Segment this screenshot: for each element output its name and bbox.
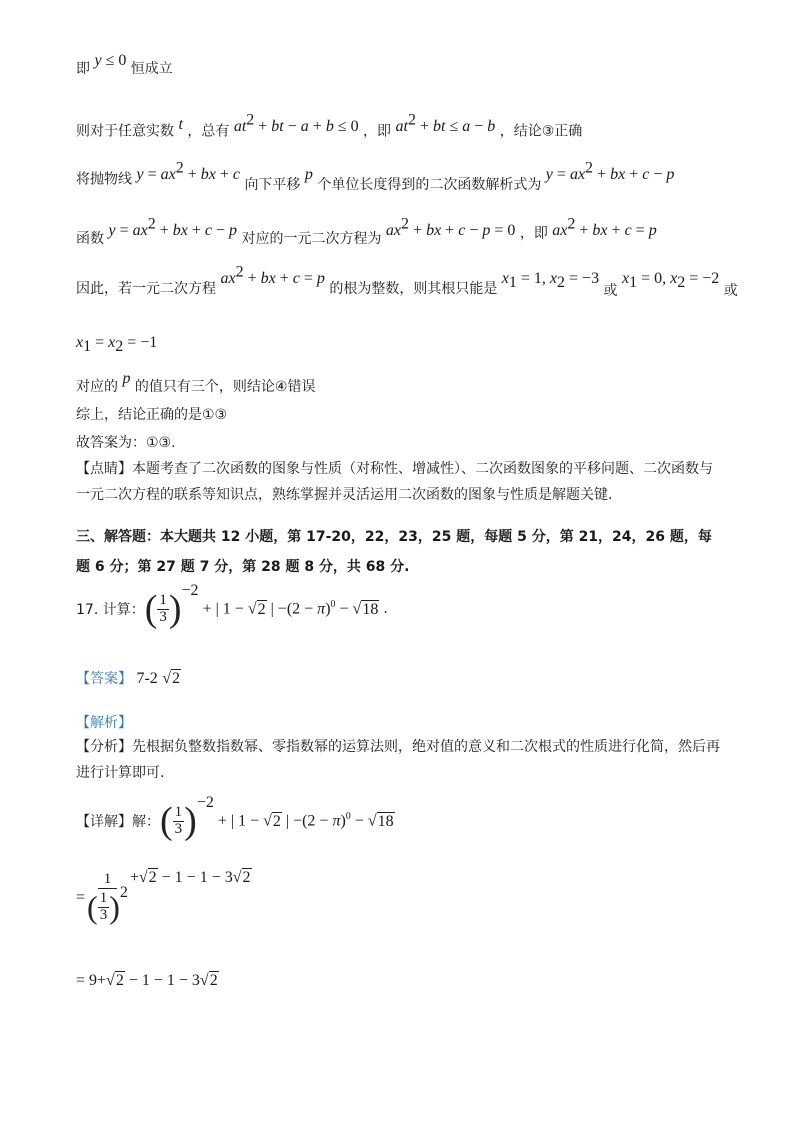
math-step-1-rest: +√2 − 1 − 1 − 3√2 [129,868,251,886]
text: 对应的一元二次方程为 [241,231,382,248]
text: 或 [723,283,738,300]
detail-tag: 【详解】 [76,814,132,830]
text-line-4 [76,216,657,248]
text: 个单位长度得到的二次函数解析式为 [317,177,542,194]
question-17: 17. 计算： ( $\frac{1}{3}$ ) $^{-2}$ + | 1 − √2 | $-(2 - \pi)^0 - √18$ . [76,582,388,630]
section-heading-line: 三、解答题：本大题共 12 小题，第 17-20，22，23，25 题，每题 5 分，第 21，24，26 题，每 [76,529,712,545]
fenxi-text: 先根据负整数指数幂、零指数幂的运算法则，绝对值的意义和二次根式的性质进行化简，然后再 [132,739,720,755]
comment-paragraph [76,456,726,508]
math-inequality-1: $at^2$ + bt − a + b ≤ 0 [233,112,359,136]
math-p: p [304,166,313,184]
math-roots-1: $x_1 = 1$, $x_2 = -3$ [501,270,600,292]
math-equation-3: $ax^2$ + bx + c = p [220,264,325,288]
text-line-3 [76,160,675,194]
math-equation-1: $ax^2$ + bx + c − p = 0 [385,216,516,240]
text: 向下平移 [244,177,301,194]
text-line-5 [76,264,738,300]
math-parabola: $y = ax^2$ + bx + c [136,160,240,184]
math-reciprocal: 1 ( $\frac{1}{3}$ ) $^2$ [87,871,128,925]
text: 的根为整数，则其根只能是 [329,281,498,298]
math-roots-3: $x_1 = x_2 = -1$ [76,334,158,356]
math-inequality-2: $at^2$ + bt ≤ a − b [395,112,496,136]
math-y-le-0: y ≤ 0 [94,52,127,69]
text: 将抛物线 [76,171,132,188]
text: ，即 [519,225,548,242]
text-line-6 [76,334,157,356]
math-p: p [122,370,131,387]
text: 函数 [76,231,104,248]
answer-tag: 【答案】 [76,671,132,687]
text: ，结论③正确 [499,123,583,140]
answer-value: 7-2 [136,670,158,687]
text: 因此，若一元二次方程 [76,281,216,298]
math-t: t [178,116,183,134]
text: 恒成立 [130,61,173,77]
section-heading [76,522,726,582]
text: ，即 [363,123,392,140]
detail-line [76,794,395,842]
fenxi-paragraph [76,734,726,786]
comment-text: 本题考查了二次函数的图象与性质（对称性、增减性）、二次函数图象的平移问题、二次函数与 [132,461,713,477]
text-line-1 [76,52,173,78]
text: 或 [603,283,618,300]
step-2 [76,972,219,990]
math-equation-2: $ax^2$ + bx + c = p [552,216,657,240]
comment-tag: 【点睛】 [76,461,132,477]
question-label: 17. 计算： [76,602,145,618]
section-heading-line: 题 6 分；第 27 题 7 分，第 28 题 8 分，共 68 分. [76,559,410,575]
text-line-8: 综上，结论正确的是①③ [76,407,228,423]
text: ，总有 [187,123,230,140]
fenxi-tag: 【分析】 [76,739,132,755]
detail-label: 解： [132,814,160,830]
math-step-2: = 9+√2 − 1 − 1 − 3√2 [76,972,218,989]
math-expression-17: + | 1 − √2 | $-(2 - \pi)^0 - √18$ [202,599,379,618]
comment-text: 一元二次方程的联系等知识点，熟练掌握并灵活运用二次函数的图象与性质是解题关键. [76,487,613,503]
text: 即 [76,61,90,77]
math-sqrt-2: √2 [162,670,181,687]
text-line-2 [76,112,583,140]
math-roots-2: $x_1 = 0$, $x_2 = -2$ [621,270,720,292]
math-one-third-power: ( $\frac{1}{3}$ ) $^{-2}$ [160,794,214,842]
text: 则对于任意实数 [76,123,174,140]
math-shifted-parabola: $y = ax^2$ + bx + c − p [545,160,675,184]
fenxi-text: 进行计算即可. [76,765,165,781]
text: 的值只有三个，则结论④错误 [134,379,316,395]
math-expression-detail: + | 1 − √2 | $-(2 - \pi)^0 - √18$ [217,811,394,830]
math-function: $y = ax^2$ + bx + c − p [108,216,238,240]
answer-line [76,668,181,688]
math-one-third-power: ( $\frac{1}{3}$ ) $^{-2}$ [144,582,199,630]
text-line-9: 故答案为：①③. [76,435,176,451]
text-line-7 [76,370,316,395]
text: 对应的 [76,379,118,395]
analysis-tag: 【解析】 [76,715,132,731]
step-1: = 1 ( $\frac{1}{3}$ ) $^2$ +√2 − 1 − 1 − 3√2 [76,868,251,925]
